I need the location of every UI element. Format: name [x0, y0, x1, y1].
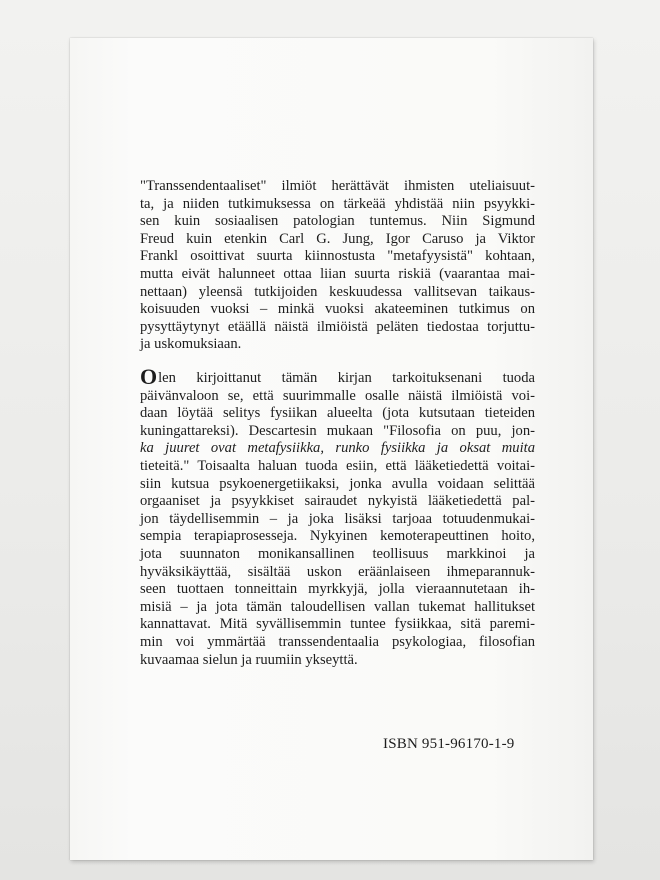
- blurb-paragraph-2: [140, 364, 535, 669]
- text-line: ka juuret ovat metafysiikka, runko fysiikka ja oksat muita: [140, 440, 535, 457]
- text-line: nettaan) yleensä tutkijoiden keskuudessa vallitsevan taikaus-: [140, 283, 535, 300]
- text-line: "Transsendentaaliset" ilmiöt herättävät ihmisten uteliaisuut-: [140, 178, 535, 194]
- text-line: pysyttäytynyt etäällä näistä ilmiöistä peläten tiedostaa torjuttu-: [140, 318, 535, 335]
- isbn-label: ISBN 951-96170-1-9: [383, 736, 515, 752]
- text-line-content: len kirjoittanut tämän kirjan tarkoituksenani tuoda: [158, 370, 535, 386]
- text-line: misiä – ja jota tämän taloudellisen vallan tukemat hallitukset: [140, 598, 535, 615]
- text-line: jota suunnaton monikansallinen teollisuus markkinoi ja: [140, 545, 535, 562]
- text-line: sen kuin sosiaalisen patologian tuntemus. Niin Sigmund: [140, 213, 535, 230]
- text-line: kuningattareksi). Descartesin mukaan "Filosofia on puu, jon-: [140, 422, 535, 439]
- drop-cap: O: [140, 364, 158, 389]
- text-line: siin kutsua psykoenergetiikaksi, jonka avulla voidaan selittää: [140, 475, 535, 492]
- text-line: sempia terapiaprosesseja. Nykyinen kemoterapeuttinen hoito,: [140, 528, 535, 545]
- text-line: ta, ja niiden tutkimuksessa on tärkeää yhdistää niin psyykki-: [140, 195, 535, 212]
- text-line: ja uskomuksiaan.: [140, 336, 242, 353]
- text-line: seen tuottaen tonneittain myrkkyjä, jolla vieraannutetaan ih-: [140, 581, 535, 598]
- text-line: kannattavat. Mitä syvällisemmin tuntee fysiikkaa, sitä paremi-: [140, 616, 535, 633]
- text-line: min voi ymmärtää transsendentaalia psykologiaa, filosofian: [140, 633, 535, 650]
- text-line: mutta eivät halunneet ottaa liian suurta riskiä (vaarantaa mai-: [140, 265, 535, 282]
- text-line: jon täydellisemmin – ja joka lisäksi tarjoaa totuudenmukai-: [140, 510, 535, 527]
- text-line-first: [140, 364, 535, 389]
- text-line: kuvaamaa sielun ja ruumiin ykseyttä.: [140, 651, 358, 668]
- text-line: koisuuden vuoksi – minkä vuoksi akateeminen tutkimus on: [140, 301, 535, 318]
- text-line: päivänvaloon se, että suurimmalle osalle näistä ilmiöistä voi-: [140, 387, 535, 404]
- text-line: hyväksikäyttää, sisältää uskon eräänlaiseen ihmeparannuk-: [140, 563, 535, 580]
- text-line: orgaaniset ja psyykkiset sairaudet nykyistä lääketiedettä pal-: [140, 493, 535, 510]
- text-line: tieteitä." Toisaalta haluan tuoda esiin, että lääketiedettä voitai-: [140, 457, 535, 474]
- text-line: Freud kuin etenkin Carl G. Jung, Igor Caruso ja Viktor: [140, 230, 535, 247]
- text-line: Frankl osoittivat suurta kiinnostusta "metafyysistä" kohtaan,: [140, 248, 535, 265]
- text-line: daan löytää selitys fysiikan alueelta (jota kutsutaan tieteiden: [140, 405, 535, 422]
- blurb-paragraph-1: [140, 178, 535, 354]
